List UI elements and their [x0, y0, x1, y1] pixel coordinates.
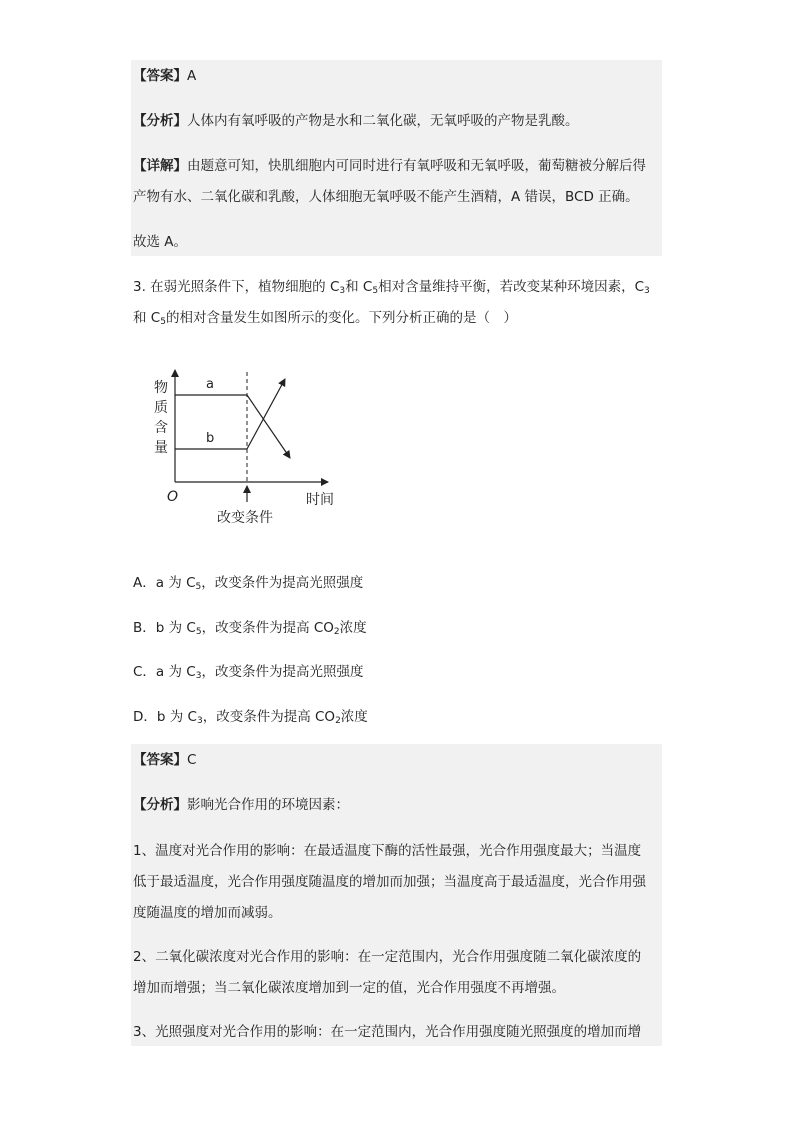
- answer-value: A: [187, 68, 197, 84]
- para2-text-1: 2、二氧化碳浓度对光合作用的影响：在一定范围内，光合作用强度随二氧化碳浓度的: [133, 949, 642, 965]
- question-sub-3: 3: [644, 286, 650, 296]
- analysis-line-2: [133, 797, 349, 813]
- option-c[interactable]: [133, 664, 363, 680]
- analysis-label-2: 【分析】: [133, 797, 187, 813]
- para2-line-1: [133, 949, 641, 965]
- detail-text-2: 产物有水、二氧化碳和乳酸，人体细胞无氧呼吸不能产生酒精，A 错误，BCD 正确。: [133, 189, 639, 205]
- para1-line-1: [133, 843, 641, 859]
- option-d-text-1: D．b 为 C: [133, 709, 197, 725]
- question-text-1c: 相对含量维持平衡，若改变某种环境因素，C: [378, 279, 645, 295]
- question-line-2: [133, 310, 517, 326]
- option-c-text-1: C．a 为 C: [133, 664, 196, 680]
- option-d-sub: 3: [196, 716, 203, 726]
- detail-line-2: [133, 189, 639, 205]
- ylabel-char-4: 量: [154, 440, 168, 456]
- detail-label: 【详解】: [133, 158, 187, 174]
- question-sub-2: 5: [372, 286, 379, 296]
- question-figure: [140, 360, 360, 530]
- label-a: a: [206, 377, 214, 392]
- para1-text-2: 低于最适温度，光合作用强度随温度的增加而加强；当温度高于最适温度，光合作用强: [133, 874, 646, 890]
- para3-text-1: 3、光照强度对光合作用的影响：在一定范围内，光合作用强度随光照强度的增加而增: [133, 1024, 642, 1040]
- option-b-text-3: 浓度: [339, 620, 367, 636]
- answer-line-2: [133, 752, 196, 768]
- option-b-sub-2: 2: [333, 627, 340, 637]
- conclusion-line: [133, 234, 187, 250]
- question-sub-4: 5: [160, 317, 166, 327]
- answer-label: 【答案】: [133, 68, 187, 84]
- analysis-line: [133, 113, 579, 129]
- line-b-increase: [247, 379, 285, 449]
- option-b[interactable]: [133, 620, 367, 636]
- answer-block-2: [131, 744, 662, 1046]
- option-b-text-2: ，改变条件为提高 CO: [201, 620, 334, 636]
- question-text-1b: 和 C: [345, 279, 373, 295]
- para2-line-2: [133, 980, 565, 996]
- answer-line: [133, 68, 196, 84]
- para1-text-1: 1、温度对光合作用的影响：在最适温度下酶的活性最强，光合作用强度最大；当温度: [133, 843, 642, 859]
- option-d-text-2: ，改变条件为提高 CO: [202, 709, 336, 725]
- x-axis-label: 时间: [306, 492, 334, 508]
- analysis-text: 人体内有氧呼吸的产物是水和二氧化碳，无氧呼吸的产物是乳酸。: [187, 113, 579, 129]
- option-a-text-1: A．a 为 C: [133, 575, 196, 591]
- option-d-sub-2: 2: [335, 716, 341, 726]
- analysis-label: 【分析】: [133, 113, 187, 129]
- question-text-2a: 和 C: [133, 310, 161, 326]
- ylabel-char-2: 质: [154, 400, 168, 416]
- label-b: b: [206, 431, 215, 446]
- conclusion-text: 故选 A。: [133, 234, 188, 250]
- option-c-sub: 3: [195, 671, 202, 681]
- question-text-2b: 的相对含量发生如图所示的变化。下列分析正确的是（ ）: [165, 310, 517, 326]
- option-a-text-2: ，改变条件为提高光照强度: [201, 575, 364, 591]
- ylabel-char-3: 含: [154, 420, 168, 436]
- para3-line-1: [133, 1024, 641, 1040]
- para1-line-2: [133, 874, 646, 890]
- para2-text-2: 增加而增强；当二氧化碳浓度增加到一定的值，光合作用强度不再增强。: [133, 980, 565, 996]
- option-b-sub: 5: [195, 627, 202, 637]
- detail-text-1: 由题意可知，快肌细胞内可同时进行有氧呼吸和无氧呼吸，葡萄糖被分解后得: [187, 158, 646, 174]
- change-condition-label: 改变条件: [217, 510, 273, 526]
- answer-value-2: C: [187, 752, 197, 768]
- detail-line-1: [133, 158, 646, 174]
- line-a-decrease: [247, 395, 290, 458]
- option-a[interactable]: [133, 575, 363, 591]
- option-c-text-2: ，改变条件为提高光照强度: [201, 664, 364, 680]
- analysis-text-2: 影响光合作用的环境因素：: [187, 797, 349, 813]
- option-d-text-3: 浓度: [340, 709, 368, 725]
- option-b-text-1: B．b 为 C: [133, 620, 196, 636]
- question-text-1a: 3. 在弱光照条件下，植物细胞的 C: [133, 279, 340, 295]
- question-sub-1: 3: [339, 286, 346, 296]
- para1-line-3: [133, 905, 282, 921]
- ylabel-char-1: 物: [154, 380, 168, 396]
- option-d[interactable]: [133, 709, 368, 725]
- para1-text-3: 度随温度的增加而减弱。: [133, 905, 282, 921]
- question-line-1: [133, 279, 650, 295]
- answer-label-2: 【答案】: [133, 752, 187, 768]
- origin-label: O: [167, 489, 179, 505]
- option-a-sub: 5: [195, 582, 202, 592]
